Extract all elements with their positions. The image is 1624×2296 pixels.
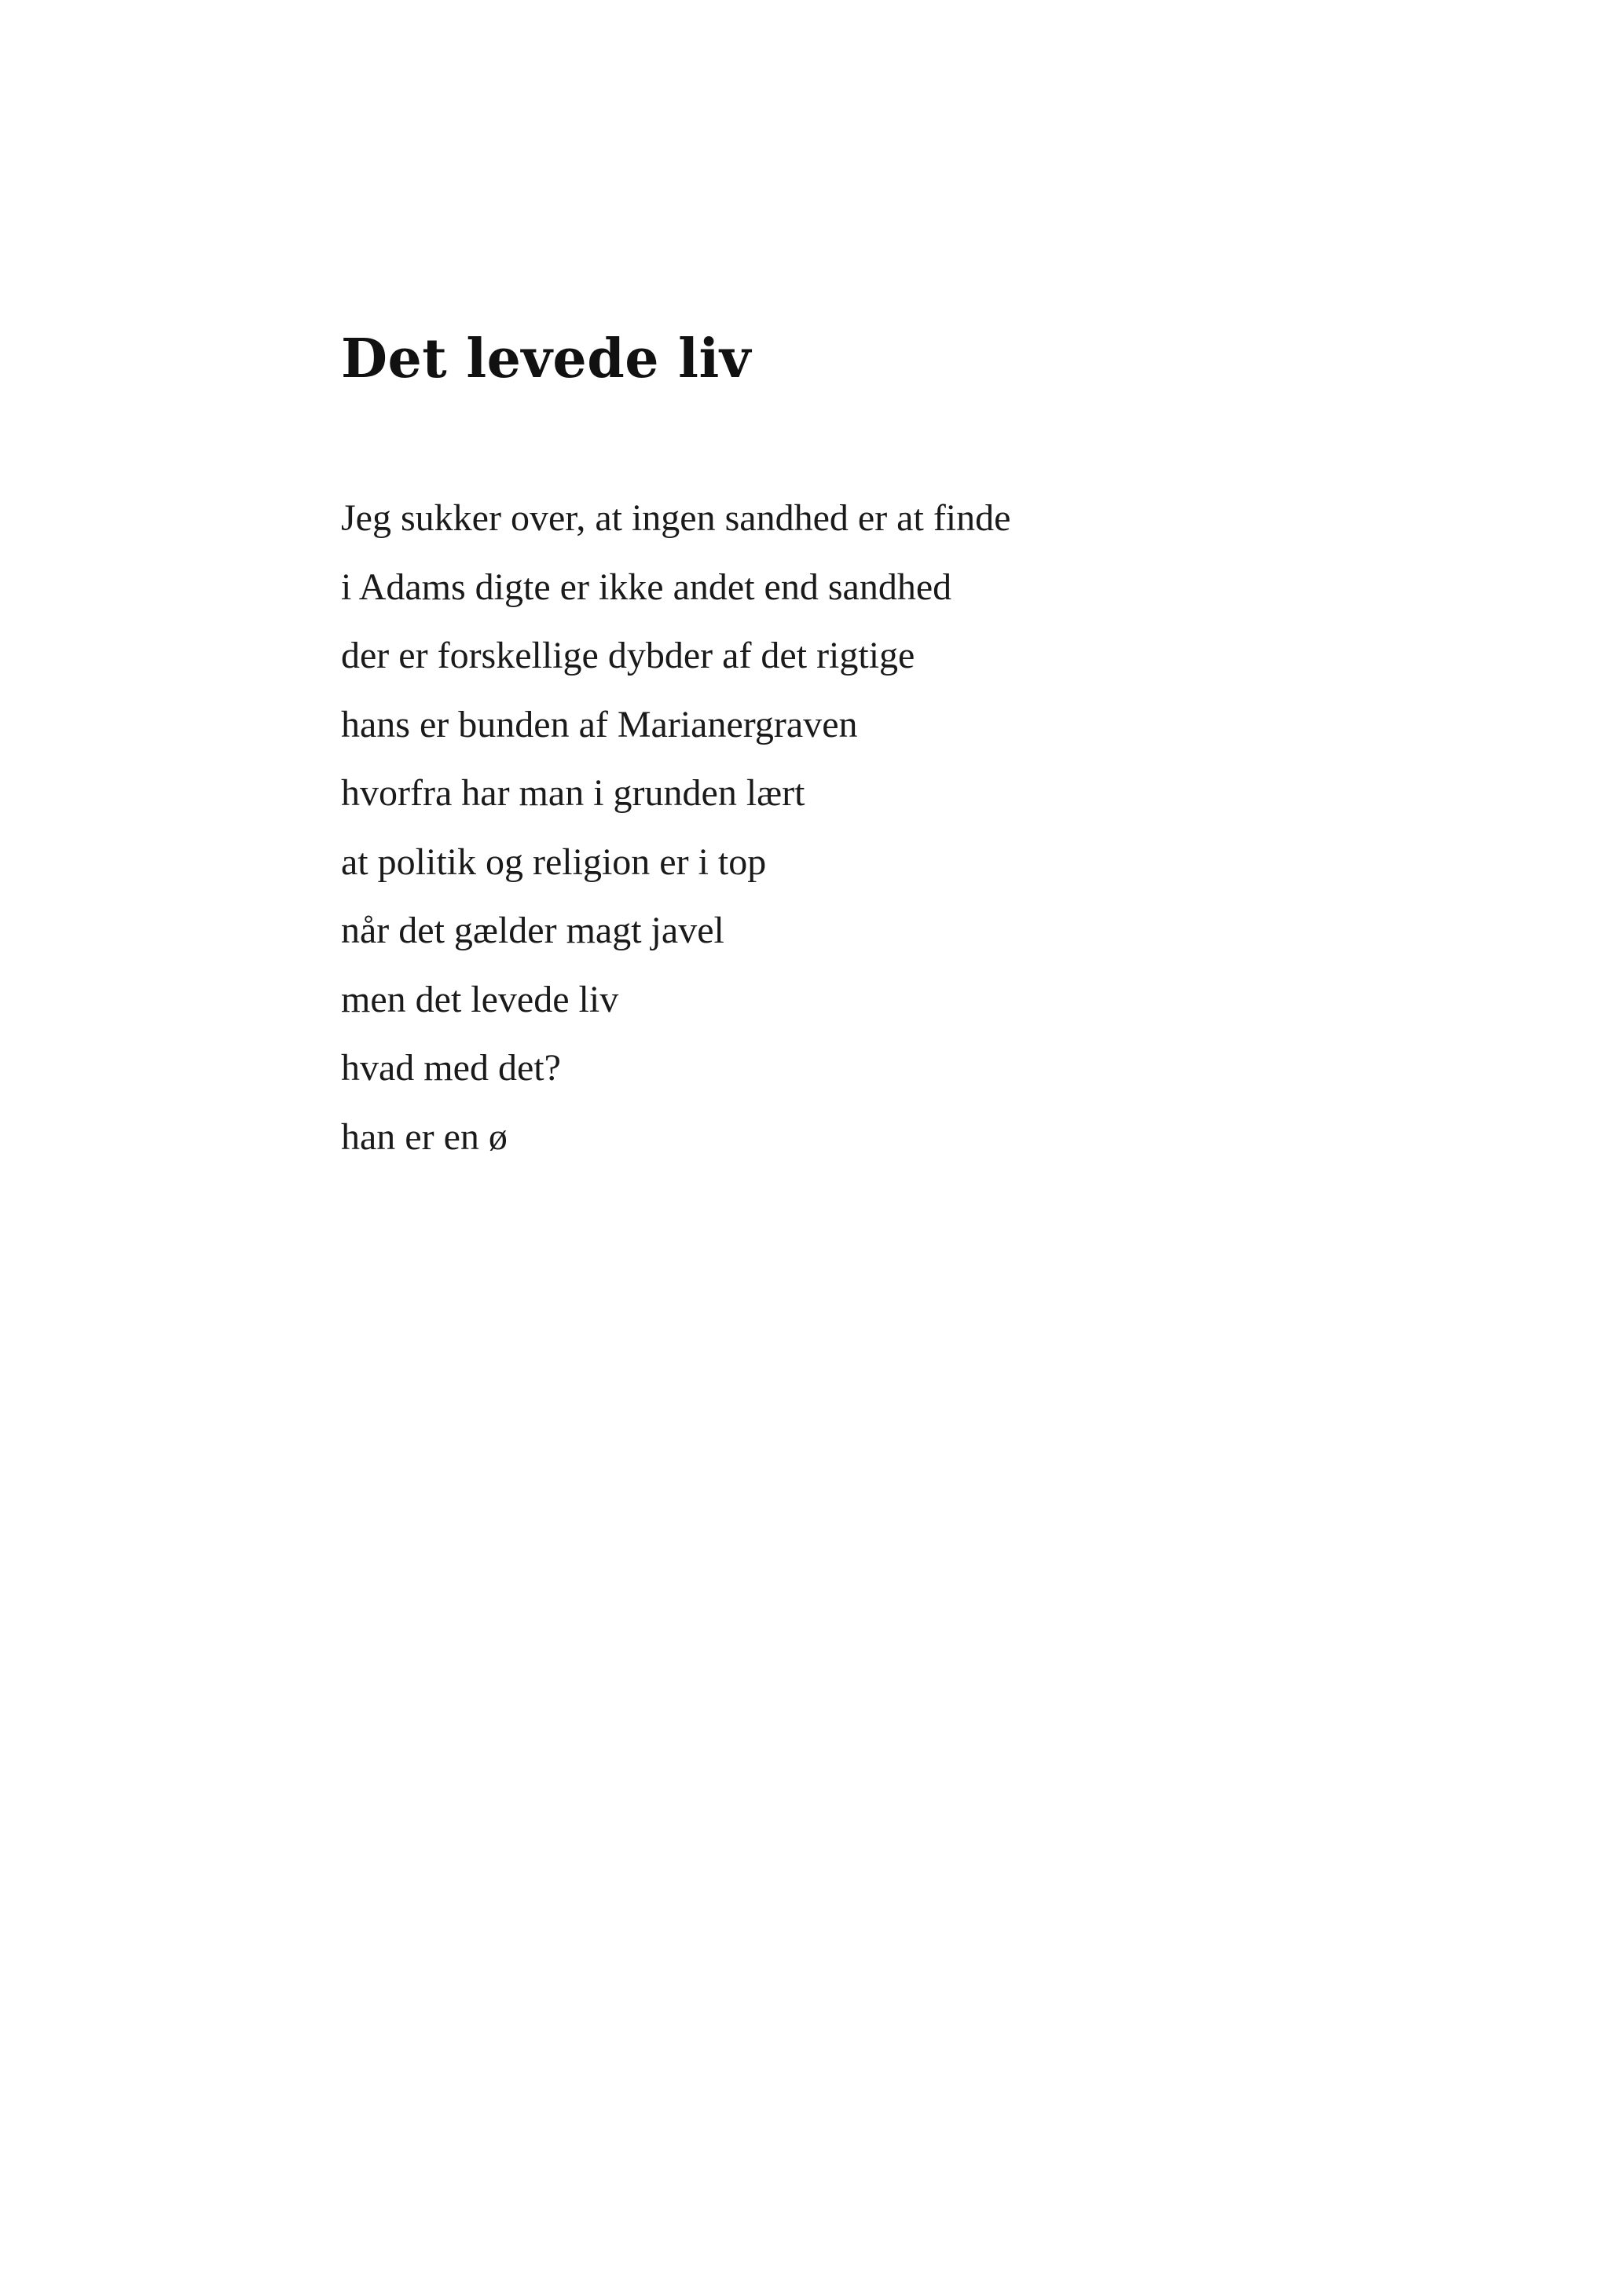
poem-line: Jeg sukker over, at ingen sandhed er at finde [341,497,1011,539]
poem-line: hvorfra har man i grunden lært [341,772,805,814]
poem-line: hvad med det? [341,1047,561,1089]
poem-line: men det levede liv [341,978,619,1020]
poem-line: der er forskellige dybder af det rigtige [341,635,915,676]
poem-title: Det levede liv [341,328,751,390]
poem-line: i Adams digte er ikke andet end sandhed [341,566,952,608]
poem-body [341,484,1010,1171]
poem-line: han er en ø [341,1115,508,1158]
poem-line: når det gælder magt javel [341,910,724,951]
poem-line: at politik og religion er i top [341,840,767,883]
poem-line: hans er bunden af Marianergraven [341,703,858,745]
